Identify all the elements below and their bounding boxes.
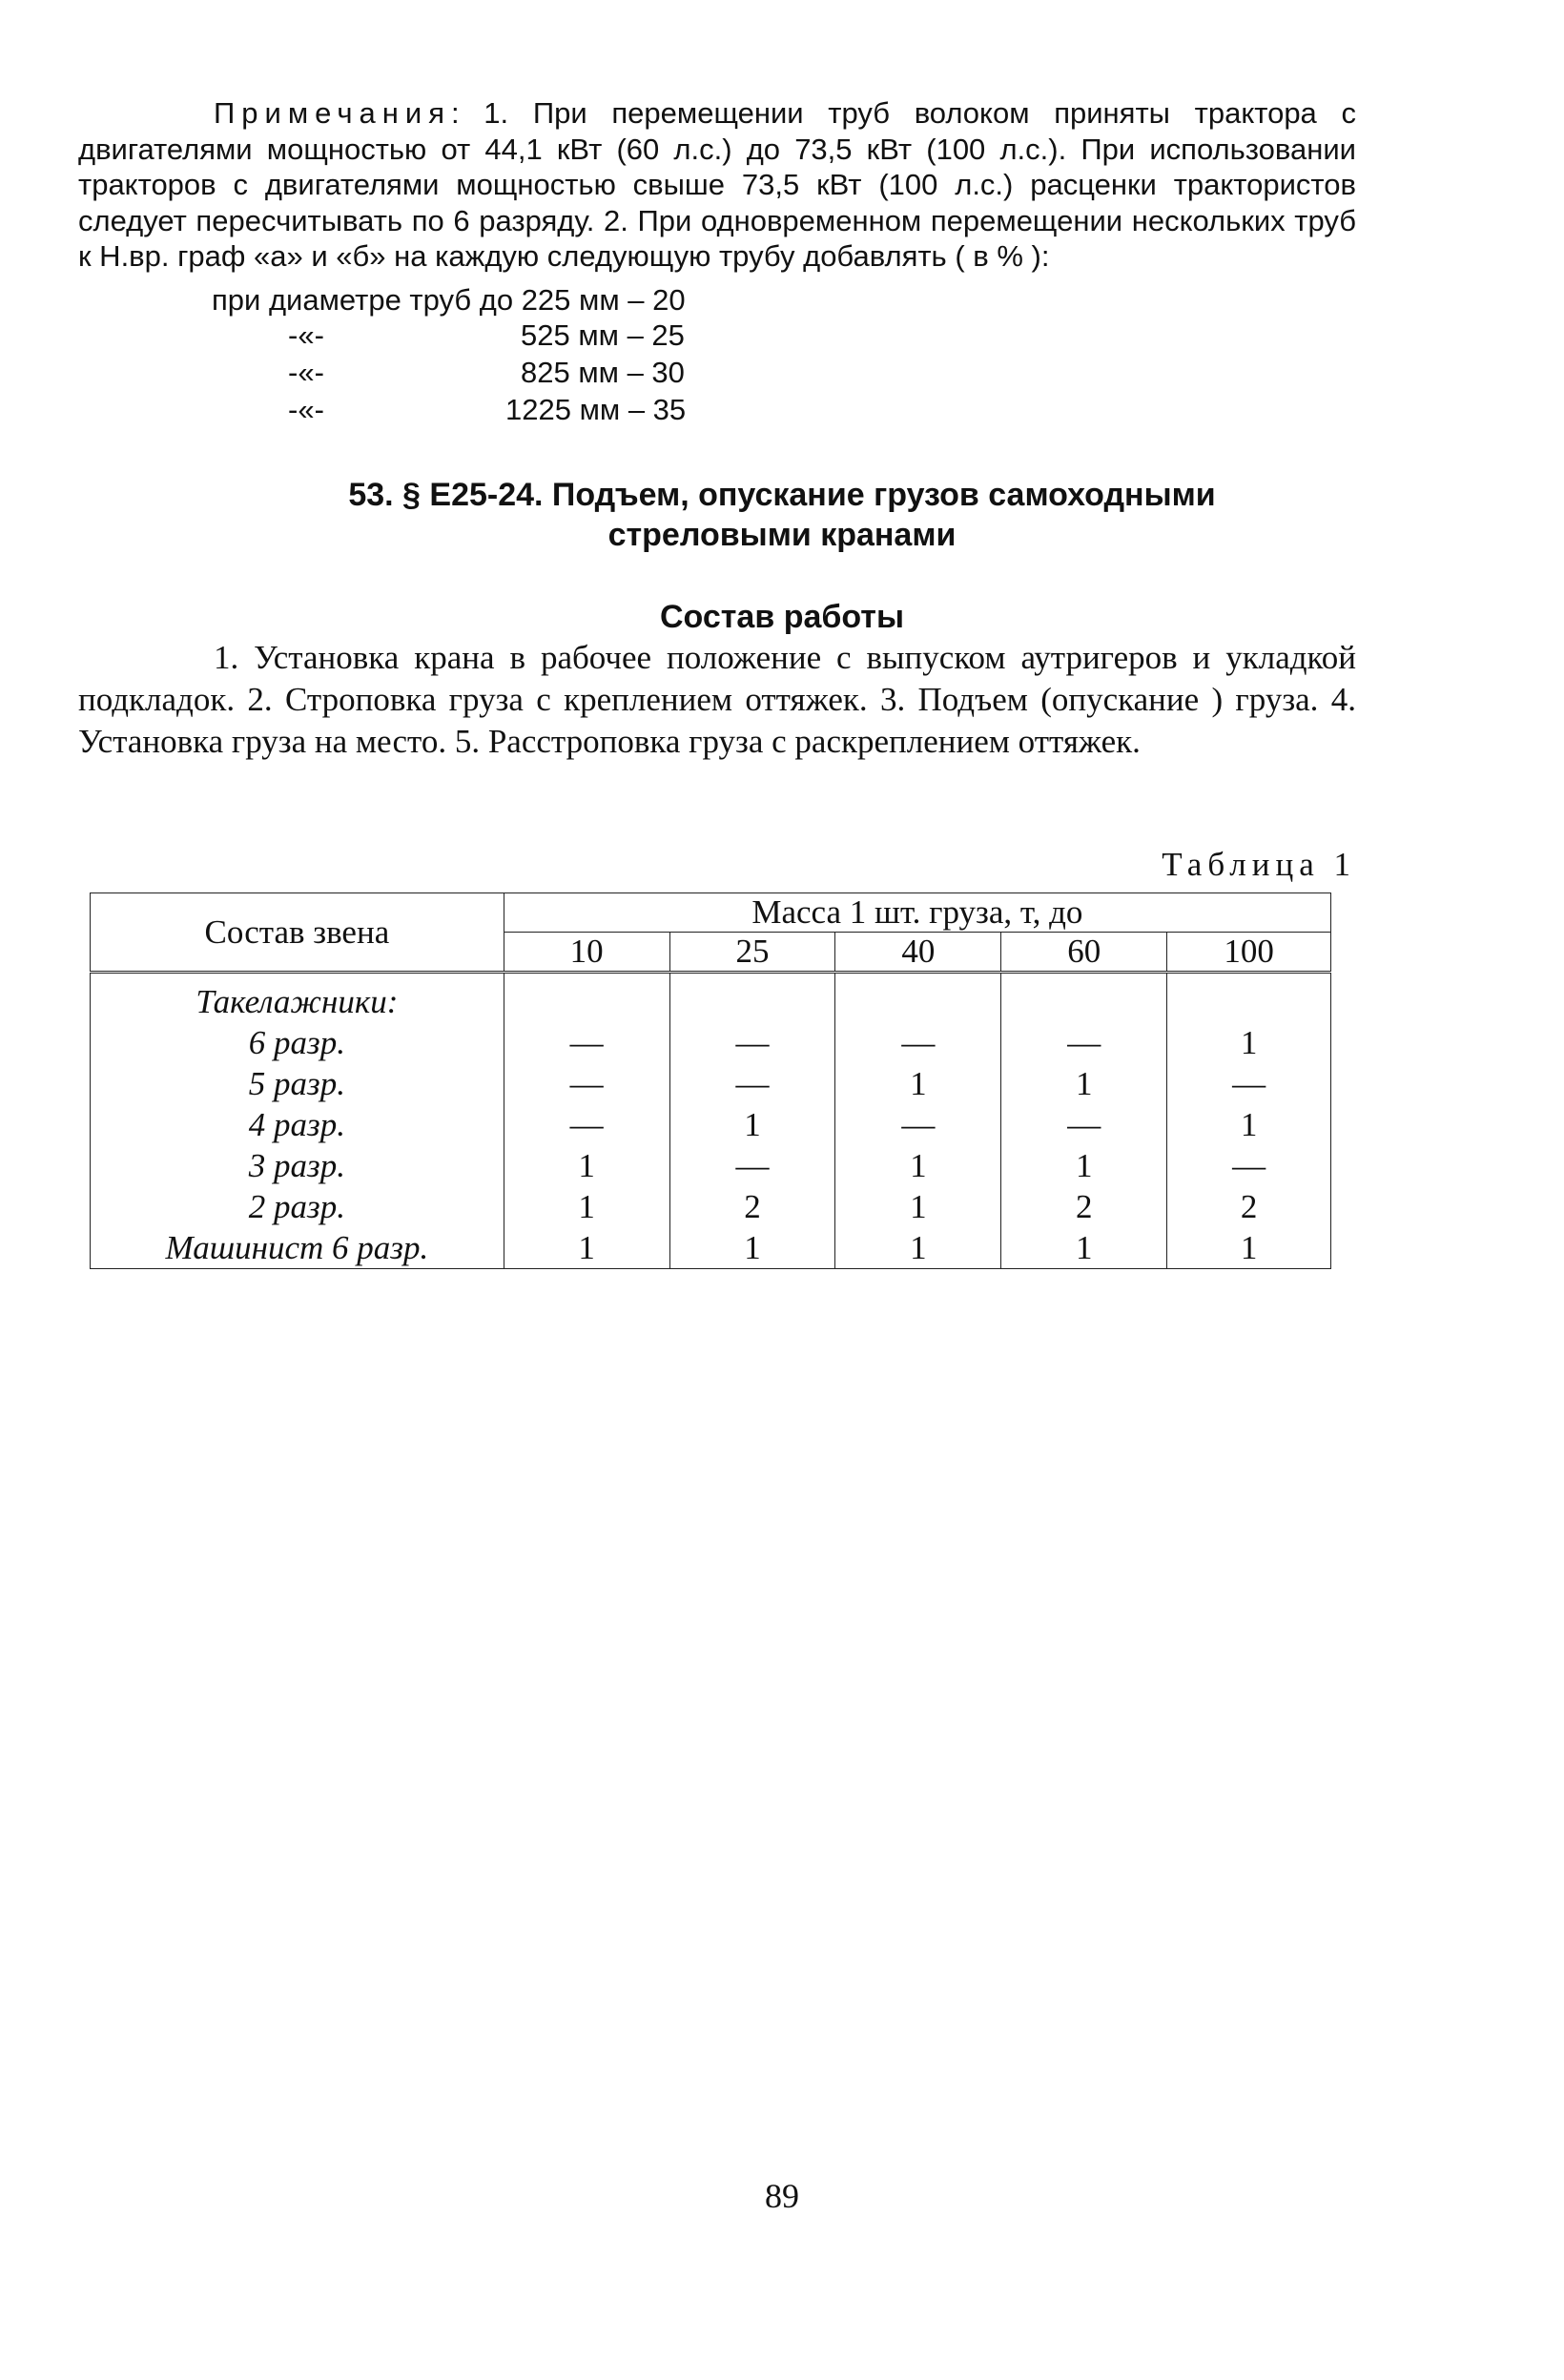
- diameter-prefix: -«-: [288, 356, 324, 389]
- table-cell: 1: [1167, 1022, 1331, 1063]
- table-row: [91, 1022, 1331, 1063]
- table-cell: —: [835, 1104, 1001, 1145]
- table-cell: 2: [669, 1186, 835, 1227]
- row-role: 3 разр.: [91, 1145, 504, 1186]
- header-mass-value: 25: [669, 933, 835, 973]
- work-description: 1. Установка крана в рабочее положение с выпуском аутригеров и укладкой подкладок. 2. Строповка груза с креплением оттяжек. 3. Подъем (опускание ) груза. 4. Установка груза на место. 5. Расстроповка груза с раскреплением оттяжек.: [78, 639, 1356, 760]
- table-cell: 1: [504, 1186, 669, 1227]
- diameter-row: [212, 283, 686, 318]
- table-cell: —: [504, 1104, 669, 1145]
- table-cell: —: [1167, 1063, 1331, 1104]
- section-title: [0, 475, 1564, 555]
- table-row: [91, 1063, 1331, 1104]
- diameter-value: 1225 мм – 35: [505, 393, 687, 426]
- table-cell: 2: [1001, 1186, 1167, 1227]
- table-cell: —: [1001, 1022, 1167, 1063]
- diameter-value: 525 мм – 25: [521, 318, 685, 352]
- header-mass-value: 60: [1001, 933, 1167, 973]
- table-row: [91, 1186, 1331, 1227]
- table-cell: 2: [1167, 1186, 1331, 1227]
- table-cell: 1: [1001, 1145, 1167, 1186]
- header-mass-value: 100: [1167, 933, 1331, 973]
- table-cell: 1: [1001, 1063, 1167, 1104]
- table-cell: —: [669, 1022, 835, 1063]
- header-crew: Состав звена: [91, 893, 504, 973]
- table-cell: 1: [669, 1104, 835, 1145]
- diameter-value: 225 мм – 20: [521, 283, 686, 317]
- work-heading: Состав работы: [660, 599, 904, 635]
- table-label: Таблица 1: [1162, 846, 1356, 883]
- table-cell: 1: [1167, 1104, 1331, 1145]
- header-mass: Масса 1 шт. груза, т, до: [504, 893, 1330, 933]
- notes-paragraph: [78, 95, 1356, 275]
- table-row: [91, 1145, 1331, 1186]
- table-cell: 1: [669, 1227, 835, 1269]
- diameter-value: 825 мм – 30: [521, 356, 685, 389]
- crew-table: [90, 892, 1331, 1269]
- row-role: 6 разр.: [91, 1022, 504, 1063]
- header-mass-value: 10: [504, 933, 669, 973]
- notes-text: : 1. При перемещении труб волоком приняты трактора с двигателями мощностью от 44,1 кВт (60 л.с.) до 73,5 кВт (100 л.с.). При использовании тракторов с двигателями мощностью свыше 73,5 кВт (100 л.с.) расценки трактористов следует пересчитывать по 6 разряду. 2. При одновременном перемещении нескольких труб к Н.вр. граф «а» и «б» на каждую следующую трубу добавлять ( в % ):: [78, 96, 1356, 273]
- row-role: Машинист 6 разр.: [91, 1227, 504, 1269]
- table-row: [91, 981, 1331, 1022]
- diameter-prefix: -«-: [288, 318, 324, 352]
- table-cell: —: [504, 1063, 669, 1104]
- table-row: [91, 1104, 1331, 1145]
- table-cell: 1: [1167, 1227, 1331, 1269]
- table-cell: —: [504, 1022, 669, 1063]
- row-role: 2 разр.: [91, 1186, 504, 1227]
- table-cell: —: [1167, 1145, 1331, 1186]
- table-row: [91, 1227, 1331, 1269]
- table-cell: 1: [835, 1063, 1001, 1104]
- row-role: 5 разр.: [91, 1063, 504, 1104]
- table-cell: 1: [1001, 1227, 1167, 1269]
- table-cell: —: [669, 1145, 835, 1186]
- diameter-prefix: при диаметре труб до: [212, 283, 514, 317]
- page-number: 89: [765, 2177, 799, 2215]
- table-cell: 1: [835, 1186, 1001, 1227]
- table-cell: —: [835, 1022, 1001, 1063]
- table-cell: —: [1001, 1104, 1167, 1145]
- notes-label: Примечания: [214, 96, 451, 130]
- table-cell: 1: [835, 1145, 1001, 1186]
- section-title-line: 53. § Е25-24. Подъем, опускание грузов самоходными: [348, 477, 1216, 513]
- table-cell: 1: [504, 1145, 669, 1186]
- table-cell: 1: [504, 1227, 669, 1269]
- row-group-label: Такелажники:: [91, 981, 504, 1022]
- section-title-line: стреловыми кранами: [607, 517, 957, 553]
- header-mass-value: 40: [835, 933, 1001, 973]
- table-cell: —: [669, 1063, 835, 1104]
- diameter-prefix: -«-: [288, 393, 324, 426]
- table-cell: 1: [835, 1227, 1001, 1269]
- row-role: 4 разр.: [91, 1104, 504, 1145]
- notes-block: [78, 95, 1356, 275]
